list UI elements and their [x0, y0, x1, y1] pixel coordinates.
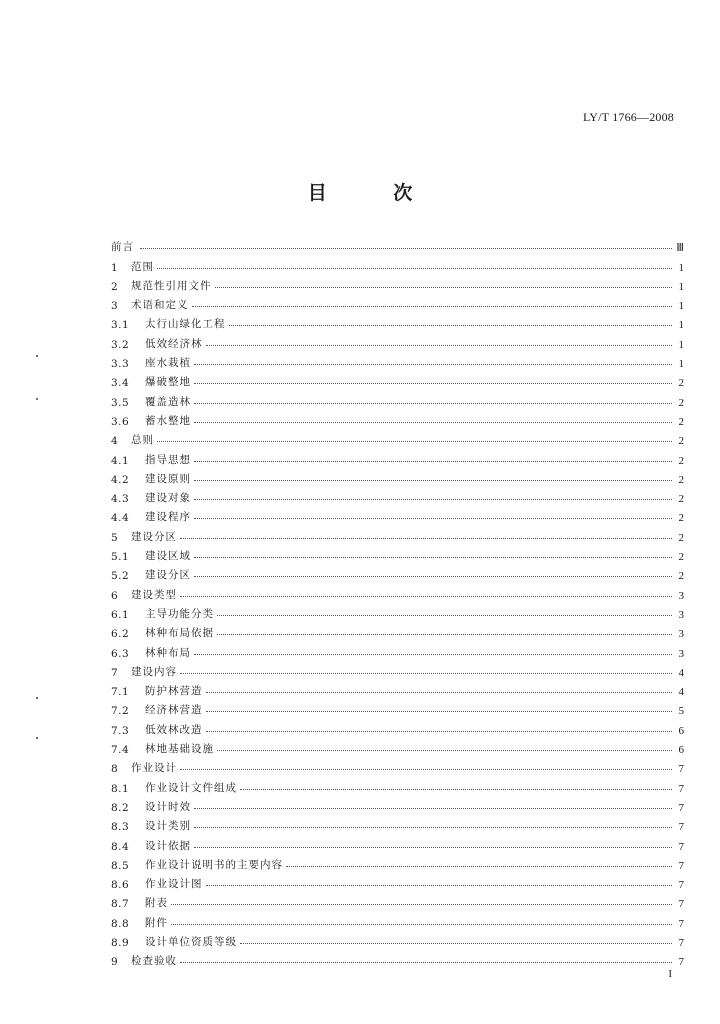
toc-entry[interactable] [111, 795, 684, 814]
toc-entry-number: 3.5 [111, 396, 130, 409]
toc-entry-title: 作业设计图 [145, 878, 203, 891]
toc-entry[interactable] [111, 428, 684, 447]
toc-entry[interactable] [111, 660, 684, 679]
toc-entry-page: 7 [678, 840, 684, 853]
toc-entry[interactable] [111, 563, 684, 582]
toc-entry-page: 1 [678, 358, 684, 371]
toc-entry-title: 经济林营造 [145, 704, 203, 717]
toc-entry[interactable] [111, 602, 684, 621]
toc-entry-title: 术语和定义 [131, 299, 189, 312]
toc-entry-page: 2 [678, 512, 684, 525]
toc-entry[interactable] [111, 331, 684, 350]
toc-entry-number: 3.3 [111, 358, 130, 371]
toc-entry-number: 1 [111, 261, 119, 274]
toc-entry[interactable] [111, 351, 684, 370]
toc-entry-number: 3.4 [111, 377, 130, 390]
toc-entry[interactable] [111, 833, 684, 852]
toc-entry-page: 2 [678, 396, 684, 409]
dot-leader [194, 421, 672, 423]
toc-entry[interactable] [111, 640, 684, 659]
toc-entry-title: 规范性引用文件 [131, 279, 212, 292]
toc-entry-page: 6 [678, 744, 684, 757]
toc-entry-number: 8.6 [111, 879, 130, 892]
toc-entry-title: 林地基础设施 [145, 743, 214, 756]
toc-entry-title: 作业设计说明书的主要内容 [145, 858, 283, 871]
toc-entry-number: 6.1 [111, 608, 130, 621]
toc-entry-page: 2 [678, 435, 684, 448]
toc-entry-title: 太行山绿化工程 [145, 318, 226, 331]
scan-speck [36, 697, 38, 699]
toc-entry-number: 4.4 [111, 512, 130, 525]
toc-entry-title: 检查验收 [131, 955, 177, 968]
toc-entry-number: 8.9 [111, 936, 130, 949]
toc-entry-title: 建设区域 [145, 550, 191, 563]
toc-entry-title: 建设类型 [131, 588, 177, 601]
toc-entry-page: 2 [678, 473, 684, 486]
toc-entry-title: 前言 [111, 241, 134, 254]
toc-entry-page: 4 [678, 666, 684, 679]
toc-entry-number: 5 [111, 531, 119, 544]
toc-entry-title: 林种布局 [145, 646, 191, 659]
toc-entry-page: 2 [678, 531, 684, 544]
toc-entry-page: 2 [678, 551, 684, 564]
dot-leader [206, 691, 673, 693]
dot-leader [194, 807, 672, 809]
dot-leader [194, 826, 672, 828]
toc-entry-page: 2 [678, 415, 684, 428]
toc-entry-page: 1 [678, 280, 684, 293]
toc-entry-number: 5.1 [111, 551, 130, 564]
toc-entry[interactable] [111, 930, 684, 949]
toc-entry-title: 作业设计文件组成 [145, 781, 237, 794]
toc-entry[interactable] [111, 409, 684, 428]
toc-entry-title: 范围 [131, 260, 154, 273]
toc-entry-number: 4.2 [111, 473, 130, 486]
toc-entry-number: 7.2 [111, 705, 130, 718]
toc-entry-page: 7 [678, 879, 684, 892]
toc-entry-number: 7.4 [111, 744, 130, 757]
dot-leader [180, 768, 672, 770]
toc-entry-page: 7 [678, 898, 684, 911]
toc-entry-number: 4.1 [111, 454, 130, 467]
dot-leader [180, 672, 672, 674]
toc-entry-title: 建设程序 [145, 511, 191, 524]
toc-entry-title: 指导思想 [145, 453, 191, 466]
toc-entry[interactable] [111, 698, 684, 717]
toc-entry-title: 覆盖造林 [145, 395, 191, 408]
toc-entry-number: 3.1 [111, 319, 130, 332]
dot-leader [157, 267, 672, 269]
toc-entry-number: 7.1 [111, 686, 130, 699]
dot-leader [194, 460, 672, 462]
toc-entry-number: 8 [111, 763, 119, 776]
toc-entry-number: 4 [111, 435, 119, 448]
page-number: I [668, 968, 672, 980]
toc-entry[interactable] [111, 621, 684, 640]
toc-entry-title: 座水栽植 [145, 357, 191, 370]
toc-entry-title: 爆破整地 [145, 376, 191, 389]
toc-entry-title: 总则 [131, 434, 154, 447]
toc-entry-page: 7 [678, 917, 684, 930]
scan-speck [36, 398, 38, 400]
dot-leader [194, 402, 672, 404]
dot-leader [217, 614, 672, 616]
dot-leader [206, 344, 673, 346]
toc-entry-title: 防护林营造 [145, 685, 203, 698]
toc-entry-number: 8.7 [111, 898, 130, 911]
dot-leader [240, 942, 672, 944]
toc-entry-page: 5 [678, 705, 684, 718]
toc-entry[interactable] [111, 486, 684, 505]
toc-entry-page: 3 [678, 608, 684, 621]
toc-entry-page: 7 [678, 821, 684, 834]
dot-leader [180, 537, 672, 539]
toc-entry[interactable] [111, 872, 684, 891]
toc-entry-page: 3 [678, 589, 684, 602]
toc-entry[interactable] [111, 949, 684, 968]
toc-entry-page: 1 [678, 300, 684, 313]
page-title: 目 次 [307, 182, 443, 204]
toc-entry-number: 6.2 [111, 628, 130, 641]
toc-entry-number: 2 [111, 280, 119, 293]
toc-entry-title: 建设分区 [145, 569, 191, 582]
toc-entry-page: 1 [678, 319, 684, 332]
toc-entry-number: 4.3 [111, 493, 130, 506]
toc-entry-number: 7.3 [111, 724, 130, 737]
toc-entry[interactable] [111, 544, 684, 563]
toc-entry-page: 2 [678, 454, 684, 467]
toc-entry-page: 4 [678, 686, 684, 699]
toc-entry[interactable] [111, 274, 684, 293]
toc-entry-title: 蓄水整地 [145, 414, 191, 427]
toc-entry-title: 建设分区 [131, 530, 177, 543]
toc-entry[interactable] [111, 505, 684, 524]
dot-leader [217, 633, 672, 635]
dot-leader [194, 575, 672, 577]
toc-entry[interactable] [111, 910, 684, 929]
toc-entry-page: 3 [678, 647, 684, 660]
dot-leader [217, 749, 672, 751]
toc-entry-title: 附表 [145, 897, 168, 910]
dot-leader [206, 884, 673, 886]
toc-entry-title: 设计依据 [145, 839, 191, 852]
toc-entry[interactable] [111, 775, 684, 794]
toc-entry-number: 9 [111, 956, 119, 969]
toc-entry-page: 7 [678, 782, 684, 795]
scan-speck [36, 737, 38, 739]
toc-entry-page: 7 [678, 801, 684, 814]
toc-entry-title: 设计类别 [145, 820, 191, 833]
toc-entry[interactable] [111, 679, 684, 698]
toc-entry-title: 附件 [145, 916, 168, 929]
toc-entry-title: 设计单位资质等级 [145, 935, 237, 948]
toc-entry-page: 6 [678, 724, 684, 737]
toc-entry-title: 作业设计 [131, 762, 177, 775]
toc-entry-title: 建设内容 [131, 665, 177, 678]
toc-entry[interactable] [111, 293, 684, 312]
dot-leader [192, 305, 673, 307]
toc-entry-page: 1 [678, 261, 684, 274]
toc-entry-number: 5.2 [111, 570, 130, 583]
toc-entry-number: 8.1 [111, 782, 130, 795]
dot-leader [180, 961, 672, 963]
toc-entry[interactable] [111, 756, 684, 775]
dot-leader [157, 440, 672, 442]
toc-entry-number: 7 [111, 666, 119, 679]
toc-entry[interactable] [111, 312, 684, 331]
toc-entry-page: 2 [678, 493, 684, 506]
toc-entry[interactable] [111, 814, 684, 833]
toc-entry-number: 3.6 [111, 415, 130, 428]
dot-leader [140, 247, 672, 249]
toc-entry[interactable] [111, 524, 684, 543]
table-of-contents [111, 235, 684, 968]
dot-leader [215, 286, 673, 288]
toc-entry-title: 主导功能分类 [145, 607, 214, 620]
toc-entry-number: 3.2 [111, 338, 130, 351]
toc-entry-page: Ⅲ [676, 242, 684, 255]
toc-entry-number: 8.5 [111, 859, 130, 872]
toc-entry[interactable] [111, 891, 684, 910]
toc-entry-title: 建设原则 [145, 472, 191, 485]
dot-leader [206, 710, 673, 712]
toc-entry-page: 7 [678, 859, 684, 872]
dot-leader [180, 595, 672, 597]
toc-entry-page: 3 [678, 628, 684, 641]
toc-entry-number: 3 [111, 300, 119, 313]
dot-leader [194, 517, 672, 519]
dot-leader [194, 556, 672, 558]
toc-entry-number: 8.8 [111, 917, 130, 930]
dot-leader [206, 730, 673, 732]
toc-entry[interactable] [111, 853, 684, 872]
toc-entry-page: 7 [678, 936, 684, 949]
dot-leader [194, 479, 672, 481]
toc-entry-page: 2 [678, 377, 684, 390]
toc-entry-number: 8.2 [111, 801, 130, 814]
toc-entry-page: 1 [678, 338, 684, 351]
toc-entry[interactable] [111, 582, 684, 601]
toc-entry-number: 8.3 [111, 821, 130, 834]
dot-leader [171, 923, 672, 925]
toc-entry-title: 低效林改造 [145, 723, 203, 736]
toc-entry-title: 林种布局依据 [145, 627, 214, 640]
toc-entry[interactable] [111, 737, 684, 756]
toc-entry-number: 8.4 [111, 840, 130, 853]
toc-entry[interactable] [111, 235, 684, 254]
standard-code: LY/T 1766—2008 [582, 110, 674, 124]
dot-leader [229, 324, 673, 326]
toc-entry-title: 设计时效 [145, 800, 191, 813]
dot-leader [286, 865, 672, 867]
dot-leader [194, 846, 672, 848]
scan-speck [36, 355, 38, 357]
toc-entry-number: 6 [111, 589, 119, 602]
toc-entry-number: 6.3 [111, 647, 130, 660]
dot-leader [194, 653, 672, 655]
toc-entry-page: 2 [678, 570, 684, 583]
dot-leader [171, 903, 672, 905]
toc-entry[interactable] [111, 254, 684, 273]
toc-entry[interactable] [111, 447, 684, 466]
dot-leader [194, 382, 672, 384]
dot-leader [240, 788, 672, 790]
toc-entry[interactable] [111, 389, 684, 408]
toc-entry-title: 低效经济林 [145, 337, 203, 350]
toc-entry[interactable] [111, 370, 684, 389]
toc-entry[interactable] [111, 467, 684, 486]
toc-entry-page: 7 [678, 763, 684, 776]
toc-entry-page: 7 [678, 956, 684, 969]
toc-entry[interactable] [111, 717, 684, 736]
toc-entry-title: 建设对象 [145, 492, 191, 505]
dot-leader [194, 498, 672, 500]
dot-leader [194, 363, 672, 365]
